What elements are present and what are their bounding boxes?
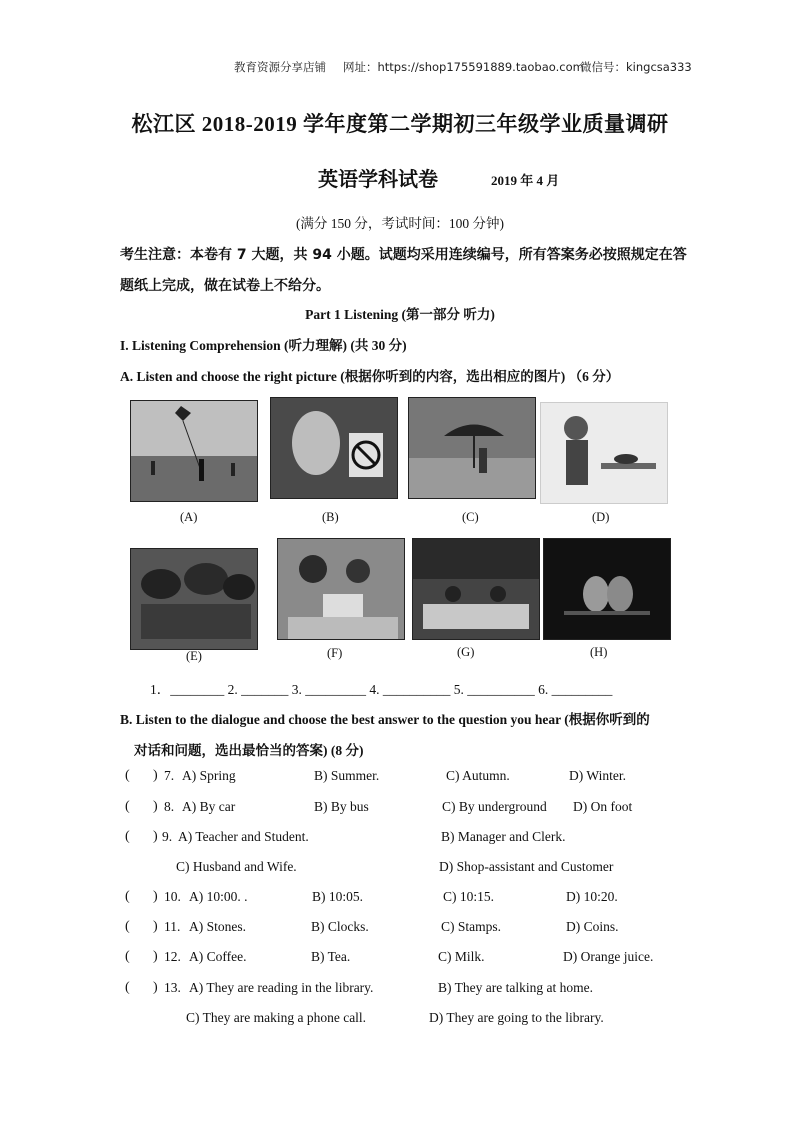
option-d: D) On foot [573, 799, 633, 814]
picture-e-label: (E) [186, 649, 202, 663]
notice-line-1: 考生注意：本卷有 7 大题，共 94 小题。试题均采用连续编号，所有答案务必按照规定在答 [120, 247, 687, 263]
header-shop: 教育资源分享店铺 [234, 60, 326, 74]
picture-f-label: (F) [327, 646, 343, 660]
notice-line-2: 题纸上完成，做在试卷上不给分。 [120, 278, 330, 294]
picture-e [130, 548, 258, 650]
picnic-photo-icon [413, 539, 539, 639]
option-a: A) Spring [182, 768, 236, 783]
exam-date: 2019 年 4 月 [491, 173, 560, 188]
header-url: 网址：https://shop175591889.taobao.com [343, 60, 584, 74]
option-d: D) Orange juice. [563, 949, 654, 964]
option-c: C) 10:15. [443, 889, 495, 904]
answer-paren-open: ( [125, 768, 130, 783]
option-c: C) By underground [442, 799, 547, 814]
answer-paren-close: ) [153, 829, 158, 844]
section-heading: I. Listening Comprehension (听力理解) (共 30 分) [120, 338, 407, 353]
beach-umbrella-photo-icon [409, 398, 535, 498]
no-smoking-photo-icon [271, 398, 397, 498]
section-b-heading-2: 对话和问题，选出最恰当的答案) (8 分) [134, 743, 364, 758]
dragon-dance-photo-icon [131, 549, 257, 649]
answer-paren-close: ) [153, 980, 158, 995]
picture-h [543, 538, 671, 640]
option-c: C) Milk. [438, 949, 485, 964]
option-b: B) Tea. [311, 949, 351, 964]
answer-paren-open: ( [125, 919, 130, 934]
option-a: A) Stones. [189, 919, 246, 934]
answer-paren-open: ( [125, 980, 130, 995]
picture-g-label: (G) [457, 645, 475, 659]
question-number: 13. [164, 980, 181, 995]
parrots-photo-icon [544, 539, 670, 639]
option-a: A) 10:00. . [189, 889, 248, 904]
option-c: C) Husband and Wife. [176, 859, 297, 874]
option-b: B) Summer. [314, 768, 380, 783]
option-c: C) Stamps. [441, 919, 502, 934]
answer-paren-close: ) [153, 799, 158, 814]
answer-paren-close: ) [153, 768, 158, 783]
option-c: C) They are making a phone call. [186, 1010, 367, 1025]
section-b-heading-1: B. Listen to the dialogue and choose the best answer to the question you hear (根据你听到的 [120, 712, 650, 727]
picture-d-label: (D) [592, 510, 610, 524]
option-c: C) Autumn. [446, 768, 510, 783]
question-number: 10. [164, 889, 181, 904]
option-d: D) Shop-assistant and Customer [439, 859, 614, 874]
option-b: B) By bus [314, 799, 369, 814]
picture-b [270, 397, 398, 499]
question-number: 12. [164, 949, 181, 964]
exam-subtitle: 英语学科试卷 [318, 169, 438, 191]
section-a-heading: A. Listen and choose the right picture (根据你听到的内容，选出相应的图片) （6 分） [120, 369, 620, 384]
option-b: B) They are talking at home. [438, 980, 593, 995]
part-heading: Part 1 Listening (第一部分 听力) [305, 307, 495, 322]
question-number: 8. [164, 799, 175, 814]
option-d: D) They are going to the library. [429, 1010, 604, 1025]
answer-paren-close: ) [153, 919, 158, 934]
answer-paren-open: ( [125, 829, 130, 844]
option-d: D) 10:20. [566, 889, 618, 904]
picture-h-label: (H) [590, 645, 608, 659]
question-number: 7. [164, 768, 175, 783]
picture-c [408, 397, 536, 499]
option-a: A) They are reading in the library. [189, 980, 374, 995]
answer-blanks: 1．________ 2. _______ 3. _________ 4. __________ 5. __________ 6. _________ [150, 682, 613, 697]
header-wechat: 微信号：kingcsa333 [580, 60, 692, 74]
option-a: A) Coffee. [189, 949, 247, 964]
option-d: D) Winter. [569, 768, 626, 783]
option-a: A) Teacher and Student. [178, 829, 309, 844]
picture-d [540, 402, 668, 504]
picture-b-label: (B) [322, 510, 339, 524]
answer-paren-open: ( [125, 949, 130, 964]
picture-a [130, 400, 258, 502]
picture-g [412, 538, 540, 640]
score-info: (满分 150 分，考试时间：100 分钟) [295, 216, 505, 231]
answer-paren-close: ) [153, 949, 158, 964]
answer-paren-open: ( [125, 799, 130, 814]
answer-paren-open: ( [125, 889, 130, 904]
option-b: B) 10:05. [312, 889, 364, 904]
picture-f [277, 538, 405, 640]
option-b: B) Clocks. [311, 919, 369, 934]
option-a: A) By car [182, 799, 236, 814]
cooking-photo-icon [541, 403, 667, 503]
answer-paren-close: ) [153, 889, 158, 904]
kite-field-photo-icon [131, 401, 257, 501]
question-number: 9. [162, 829, 173, 844]
exam-title: 松江区 2018-2019 学年度第二学期初三年级学业质量调研 [131, 112, 669, 136]
option-d: D) Coins. [566, 919, 619, 934]
picture-c-label: (C) [462, 510, 479, 524]
picture-a-label: (A) [180, 510, 198, 524]
option-b: B) Manager and Clerk. [441, 829, 566, 844]
reading-family-photo-icon [278, 539, 404, 639]
question-number: 11. [164, 919, 181, 934]
